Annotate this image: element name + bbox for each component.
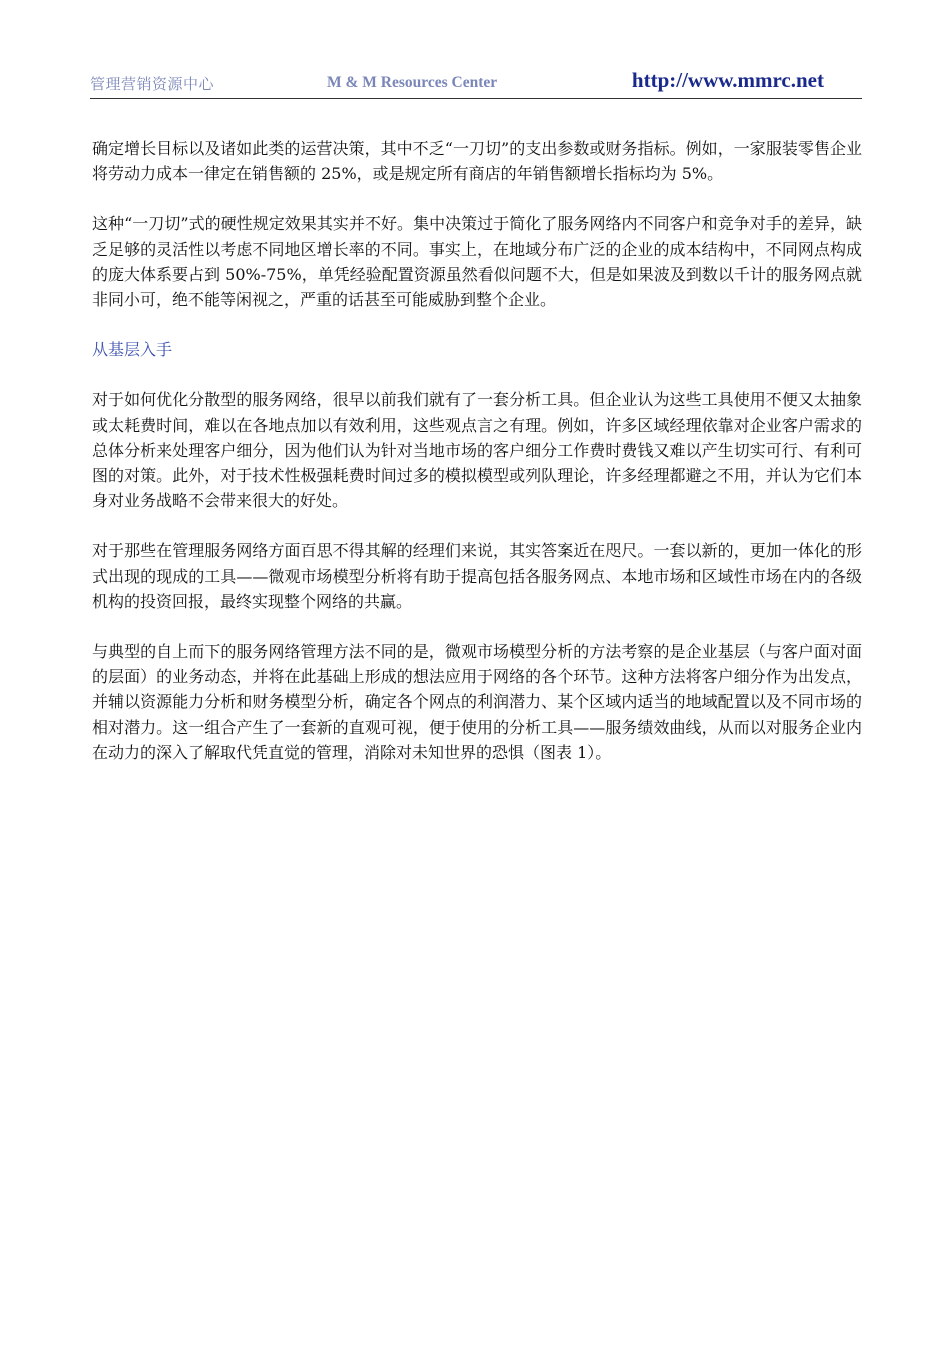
paragraph-3: 对于如何优化分散型的服务网络，很早以前我们就有了一套分析工具。但企业认为这些工具使用不便又太抽象或太耗费时间，难以在各地点加以有效利用，这些观点言之有理。例如，许多区域经理依靠对企业客户需求的总体分析来处理客户细分，因为他们认为针对当地市场的客户细分工作费时费钱又难以产生切实可行、有利可图的对策。此外，对于技术性极强耗费时间过多的模拟模型或列队理论，许多经理都避之不用，并认为它们本身对业务战略不会带来很大的好处。 — [92, 390, 862, 511]
paragraph-2: 这种“一刀切”式的硬性规定效果其实并不好。集中决策过于简化了服务网络内不同客户和竞争对手的差异，缺乏足够的灵活性以考虑不同地区增长率的不同。事实上，在地域分布广泛的企业的成本结构中，不同网点构成的庞大体系要占到 50%-75%，单凭经验配置资源虽然看似问题不大，但是如果波及到数以千计的服务网点就非同小可，绝不能等闲视之，严重的话甚至可能威胁到整个企业。 — [92, 214, 862, 310]
site-url-link[interactable]: http://www.mmrc.net — [631, 68, 824, 92]
page-header — [90, 68, 862, 99]
site-name-en: M & M Resources Center — [327, 74, 498, 91]
site-name-cn: 管理营销资源中心 — [90, 75, 215, 93]
article-body — [92, 136, 862, 790]
paragraph-1: 确定增长目标以及诸如此类的运营决策，其中不乏“一刀切”的支出参数或财务指标。例如，一家服装零售企业将劳动力成本一律定在销售额的 25%，或是规定所有商店的年销售额增长指标均为 5%。 — [92, 139, 862, 184]
section-heading: 从基层入手 — [92, 340, 173, 360]
paragraph-5: 与典型的自上而下的服务网络管理方法不同的是，微观市场模型分析的方法考察的是企业基层（与客户面对面的层面）的业务动态，并将在此基础上形成的想法应用于网络的各个环节。这种方法将客户细分作为出发点，并辅以资源能力分析和财务模型分析，确定各个网点的利润潜力、某个区域内适当的地域配置以及不同市场的相对潜力。这一组合产生了一套新的直观可视，便于使用的分析工具——服务绩效曲线，从而以对服务企业内在动力的深入了解取代凭直觉的管理，消除对未知世界的恐惧（图表 1）。 — [92, 642, 862, 762]
paragraph-4: 对于那些在管理服务网络方面百思不得其解的经理们来说，其实答案近在咫尺。一套以新的，更加一体化的形式出现的现成的工具——微观市场模型分析将有助于提高包括各服务网点、本地市场和区域性市场在内的各级机构的投资回报，最终实现整个网络的共赢。 — [92, 541, 862, 611]
